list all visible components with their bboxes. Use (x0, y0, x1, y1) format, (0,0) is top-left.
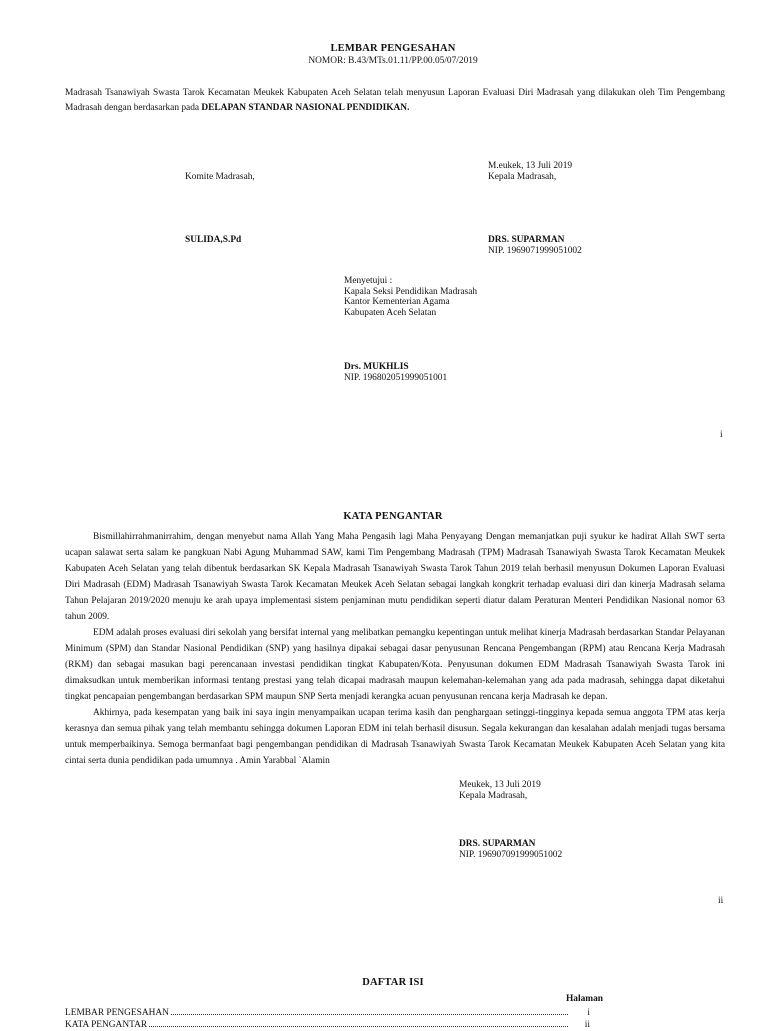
menyetujui-block (344, 276, 477, 318)
pengesahan-intro (65, 86, 725, 115)
halaman-label: Halaman (566, 994, 603, 1004)
kp-paragraph-3-text: Akhirnya, pada kesempatan yang baik ini saya ingin menyampaikan ucapan terima kasih dan penghargaan setinggi-tingginya kepada semua anggota TPM atas kerja kerasnya dan semua pihak yang telah membantu sehingga dokumen Laporan EDM ini telah berhasil disusun. Segala kekurangan dan kesalahan adalah menjadi tugas bersama untuk memperbaikinya. Semoga bermanfaat bagi pengembangan pendidikan di Madrasah Tsanawiyah Swasta Tarok Kecamatan Meukek Kabupaten Aceh Selatan yang kita cintai serta dunia pendidikan pada umumnya . Amin Yarabbal `Alamin (65, 707, 725, 766)
kepala-label: Kepala Madrasah, (488, 172, 557, 182)
daftar-isi-title: DAFTAR ISI (362, 977, 424, 988)
toc-entry-page: i (587, 1008, 590, 1018)
pengesahan-title: LEMBAR PENGESAHAN (330, 43, 456, 54)
kp-paragraph-2 (65, 626, 725, 706)
kp-paragraph-3 (65, 706, 725, 770)
menyetujui-label: Menyetujui : (344, 276, 393, 286)
kp-kepala-nip: NIP. 196907091999051002 (459, 850, 563, 860)
toc-entry-label: KATA PENGANTAR (65, 1020, 148, 1030)
kp-place-date: Meukek, 13 Juli 2019 (459, 780, 541, 790)
pengesahan-place-date: M.eukek, 13 Juli 2019 (488, 161, 573, 171)
approver-nip: NIP. 196802051999051001 (344, 373, 448, 383)
toc-entry-label: LEMBAR PENGESAHAN (65, 1008, 169, 1018)
menyetujui-line2: Kantor Kementerian Agama (344, 297, 450, 308)
kp-paragraph-1-text: Bismillahirrahmanirrahim, dengan menyebut nama Allah Yang Maha Pengasih lagi Maha Penyayang Dengan memanjatkan puji syukur ke hadirat Allah SWT serta ucapan salawat serta salam ke pangkuan Nabi Agung Muhammad SAW, kami Tim Pengembang Madrasah (TPM) Madrasah Tsanawiyah Swasta Tarok Kecamatan Meukek Kabupaten Aceh Selatan yang telah dibentuk berdasarkan SK Kepala Madrasah Tsanawiyah Swasta Tarok Tahun 2019 telah berhasil menyusun Dokumen Laporan Evaluasi Diri Madrasah (EDM) Madrasah Tsanawiyah Swasta Tarok Kecamatan Meukek Aceh Selatan sebagai langkah kongkrit terhadap evaluasi diri dan kinerja Madrasah selama Tahun Pelajaran 2019/2020 menuju ke arah upaya implementasi sistem penjaminan mutu pendidikan seperti diatur dalam Peraturan Menteri Pendidikan Nasional nomor 63 tahun 2009. (65, 532, 725, 622)
kp-kepala-name: DRS. SUPARMAN (459, 839, 536, 849)
kata-pengantar-title: KATA PENGANTAR (343, 511, 443, 522)
intro-bold: DELAPAN STANDAR NASIONAL PENDIDIKAN. (201, 102, 410, 113)
page-number-i: i (720, 430, 723, 440)
kepala-name: DRS. SUPARMAN (488, 235, 565, 245)
kp-paragraph-1 (65, 530, 725, 626)
toc-leader-dots (149, 1026, 568, 1027)
komite-label: Komite Madrasah, (185, 172, 255, 182)
menyetujui-line3: Kabupaten Aceh Selatan (344, 307, 437, 318)
toc-entry-page: ii (584, 1020, 590, 1030)
menyetujui-line1: Kapala Seksi Pendidikan Madrasah (344, 286, 478, 297)
kp-kepala-label: Kepala Madrasah, (459, 791, 528, 801)
toc-leader-dots (171, 1014, 568, 1015)
toc-entry[interactable] (65, 1007, 590, 1019)
approver-name: Drs. MUKHLIS (344, 362, 409, 372)
toc-entry[interactable] (65, 1019, 590, 1031)
pengesahan-nomor: NOMOR: B.43/MTs.01.11/PP.00.05/07/2019 (308, 56, 478, 66)
komite-name: SULIDA,S.Pd (185, 235, 242, 245)
kp-paragraph-2-text: EDM adalah proses evaluasi diri sekolah yang bersifat internal yang melibatkan pemangku kepentingan untuk melihat kinerja Madrasah berdasarkan Standar Pelayanan Minimum (SPM) dan Standar Nasional Pendidikan (SNP) yang hasilnya dipakai sebagai dasar penyusunan Rencana Pengembangan (RPM) atau Rencana Kerja Madrasah (RKM) dan sebagai masukan bagi perencanaan investasi pendidikan tingkat Kabupaten/Kota. Penyusunan dokumen EDM Madrasah Tsanawiyah Swasta Tarok ini dimaksudkan untuk memberikan informasi tentang prestasi yang telah dicapai madrasah maupun kelemahan-kelemahan yang ada pada madrasah, sehingga dapat diketahui tingkat pencapaian pengembangan berdasarkan SPM maupun SNP Serta menjadi kerangka acuan penyusunan rencana kerja Madrasah ke depan. (65, 627, 725, 702)
intro-text: Madrasah Tsanawiyah Swasta Tarok Kecamatan Meukek Kabupaten Aceh Selatan telah menyusun Laporan Evaluasi Diri Madrasah yang dilakukan oleh Tim Pengembang Madrasah dengan berdasarkan pada (65, 88, 725, 113)
page-number-ii: ii (718, 896, 724, 906)
kepala-nip: NIP. 1969071999051002 (488, 246, 582, 256)
kata-pengantar-body (65, 530, 725, 770)
